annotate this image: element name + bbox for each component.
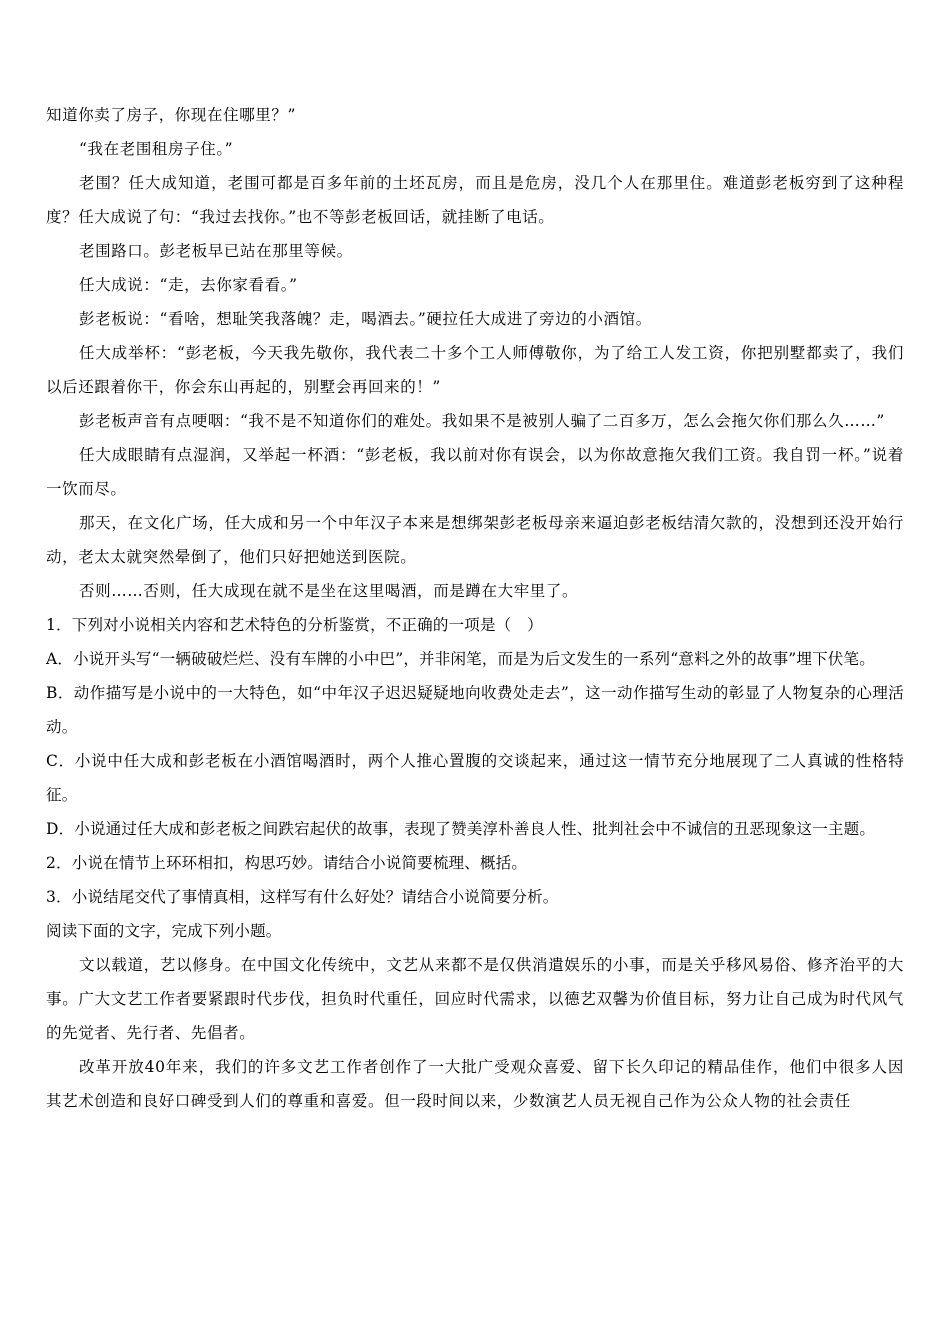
section-intro: 阅读下面的文字，完成下列小题。 <box>46 922 282 940</box>
essay-paragraph: 改革开放40年来，我们的许多文艺工作者创作了一大批广受观众喜爱、留下长久印记的精品佳作，他们中很多人因其艺术创造和良好口碑受到人们的尊重和喜爱。但一段时间以来，少数演艺人员无视自己作为公众人物的社会责任 <box>46 1058 904 1110</box>
question-1-option-b: B．动作描写是小说中的一大特色，如“中年汉子迟迟疑疑地向收费处走去”，这一动作描写生动的彰显了人物复杂的心理活动。 <box>46 684 904 736</box>
story-paragraph: “我在老围租房子住。” <box>79 140 234 158</box>
question-1-option-a: A．小说开头写“一辆破破烂烂、没有车牌的小中巴”，并非闲笔，而是为后文发生的一系列“意料之外的故事”埋下伏笔。 <box>46 650 875 668</box>
story-paragraph: 老围？任大成知道，老围可都是百多年前的土坯瓦房，而且是危房，没几个人在那里住。难道彭老板穷到了这种程度？任大成说了句：“我过去找你。”也不等彭老板回话，就挂断了电话。 <box>46 174 904 226</box>
essay-paragraph: 文以载道，艺以修身。在中国文化传统中，文艺从来都不是仅供消遣娱乐的小事，而是关乎移风易俗、修齐治平的大事。广大文艺工作者要紧跟时代步伐，担负时代重任，回应时代需求，以德艺双馨为价值目标，努力让自己成为时代风气的先觉者、先行者、先倡者。 <box>46 956 904 1042</box>
question-3: 3．小说结尾交代了事情真相，这样写有什么好处？请结合小说简要分析。 <box>46 888 559 906</box>
story-paragraph: 彭老板声音有点哽咽：“我不是不知道你们的难处。我如果不是被别人骗了二百多万，怎么会拖欠你们那么久……” <box>79 412 885 430</box>
story-paragraph: 任大成说：“走，去你家看看。” <box>79 276 298 294</box>
story-paragraph: 任大成眼睛有点湿润，又举起一杯酒：“彭老板，我以前对你有误会，以为你故意拖欠我们工资。我自罚一杯。”说着一饮而尽。 <box>46 446 904 498</box>
story-paragraph: 那天，在文化广场，任大成和另一个中年汉子本来是想绑架彭老板母亲来逼迫彭老板结清欠款的，没想到还没开始行动，老太太就突然晕倒了，他们只好把她送到医院。 <box>46 514 904 566</box>
question-1-option-c: C．小说中任大成和彭老板在小酒馆喝酒时，两个人推心置腹的交谈起来，通过这一情节充分地展现了二人真诚的性格特征。 <box>46 752 904 804</box>
story-paragraph: 老围路口。彭老板早已站在那里等候。 <box>79 242 353 260</box>
question-1: 1．下列对小说相关内容和艺术特色的分析鉴赏，不正确的一项是（ ） <box>46 616 543 634</box>
story-paragraph: 知道你卖了房子，你现在住哪里？” <box>46 106 297 124</box>
question-1-option-d: D．小说通过任大成和彭老板之间跌宕起伏的故事，表现了赞美淳朴善良人性、批判社会中不诚信的丑恶现象这一主题。 <box>46 820 876 838</box>
story-paragraph: 彭老板说：“看啥，想耻笑我落魄？走，喝酒去。”硬拉任大成进了旁边的小酒馆。 <box>79 310 652 328</box>
question-2: 2．小说在情节上环环相扣，构思巧妙。请结合小说简要梳理、概括。 <box>46 854 528 872</box>
story-paragraph: 任大成举杯：“彭老板，今天我先敬你，我代表二十多个工人师傅敬你，为了给工人发工资，你把别墅都卖了，我们以后还跟着你干，你会东山再起的，别墅会再回来的！” <box>46 344 904 396</box>
story-paragraph: 否则……否则，任大成现在就不是坐在这里喝酒，而是蹲在大牢里了。 <box>79 582 579 600</box>
